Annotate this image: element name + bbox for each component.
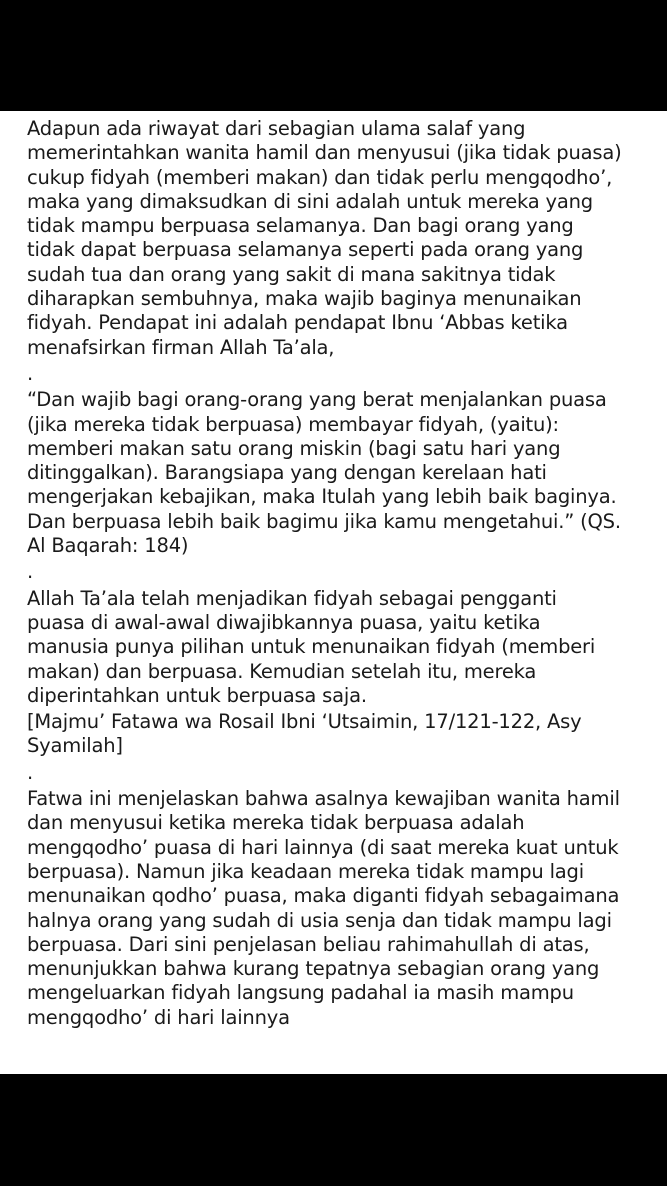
separator-dot: .: [27, 760, 34, 784]
separator-dot: .: [27, 560, 34, 584]
citation: [Majmu’ Fatawa wa Rosail Ibni ‘Utsaimin, 17/121-122, Asy Syamilah]: [27, 710, 582, 758]
paragraph-quran-quote: “Dan wajib bagi orang-orang yang berat menjalankan puasa (jika mereka tidak berpuasa) membayar fidyah, (yaitu): memberi makan satu orang miskin (bagi satu hari yang ditinggalkan). Barangsiapa yang dengan kerelaan hati mengerjakan kebajikan, maka Itulah yang lebih baik baginya. Dan berpuasa lebih baik bagimu jika kamu mengetahui.” (QS. Al Baqarah: 184): [27, 388, 621, 558]
bottom-black-bar: [0, 1074, 667, 1186]
paragraph-ruling: Adapun ada riwayat dari sebagian ulama salaf yang memerintahkan wanita hamil dan menyusui (jika tidak puasa) cukup fidyah (memberi makan) dan tidak perlu mengqodho’, maka yang dimaksudkan di sini adalah untuk mereka yang tidak mampu berpuasa selamanya. Dan bagi orang yang tidak dapat berpuasa selamanya seperti pada orang yang sudah tua dan orang yang sakit di mana sakitnya tidak diharapkan sembuhnya, maka wajib baginya menunaikan fidyah. Pendapat ini adalah pendapat Ibnu ‘Abbas ketika menafsirkan firman Allah Ta’ala,: [27, 117, 622, 359]
paragraph-explanation: Allah Ta’ala telah menjadikan fidyah sebagai pengganti puasa di awal-awal diwajibkannya puasa, yaitu ketika manusia punya pilihan untuk menunaikan fidyah (memberi makan) dan berpuasa. Kemudian setelah itu, mereka diperintahkan untuk berpuasa saja.: [27, 586, 596, 707]
article-body: [0, 111, 667, 1074]
separator-dot: .: [27, 361, 34, 385]
top-black-bar: [0, 0, 667, 111]
paragraph-fatwa-conclusion: Fatwa ini menjelaskan bahwa asalnya kewajiban wanita hamil dan menyusui ketika mereka tidak berpuasa adalah mengqodho’ puasa di hari lainnya (di saat mereka kuat untuk berpuasa). Namun jika keadaan mereka tidak mampu lagi menunaikan qodho’ puasa, maka diganti fidyah sebagaimana halnya orang yang sudah di usia senja dan tidak mampu lagi berpuasa. Dari sini penjelasan beliau rahimahullah di atas, menunjukkan bahwa kurang tepatnya sebagian orang yang mengeluarkan fidyah langsung padahal ia masih mampu mengqodho’ di hari lainnya: [27, 787, 620, 1029]
